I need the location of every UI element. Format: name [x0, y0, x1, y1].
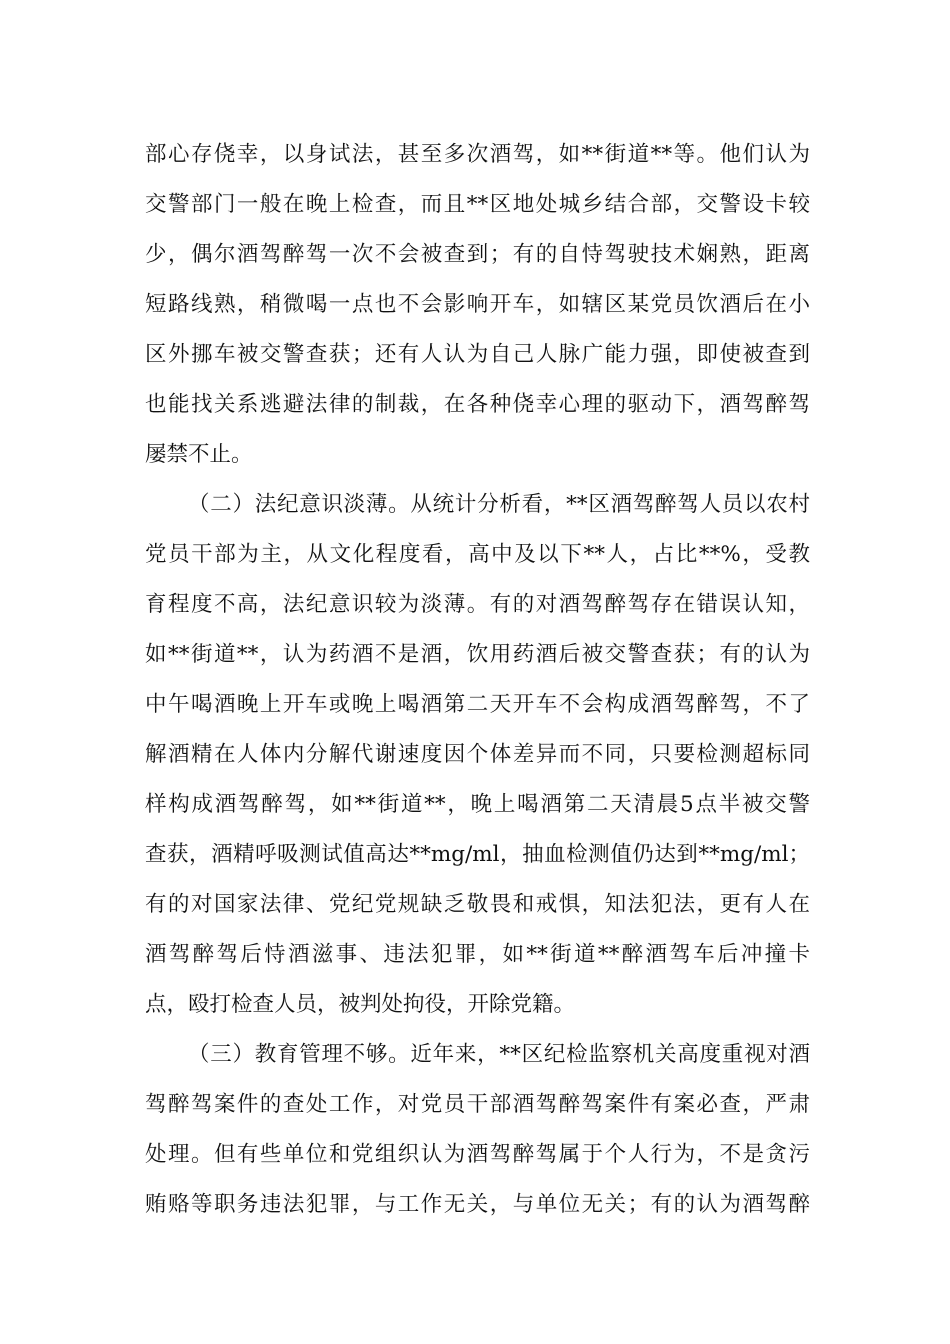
text-line: 短路线熟，稍微喝一点也不会影响开车，如辖区某党员饮酒后在小 — [145, 292, 810, 317]
section-heading-line: （二）法纪意识淡薄。从统计分析看，**区酒驾醉驾人员以农村 — [188, 492, 810, 517]
text-line: 中午喝酒晚上开车或晚上喝酒第二天开车不会构成酒驾醉驾，不了 — [145, 692, 810, 717]
text-line: 点，殴打检查人员，被判处拘役，开除党籍。 — [145, 992, 576, 1017]
text-line: 少，偶尔酒驾醉驾一次不会被查到；有的自恃驾驶技术娴熟，距离 — [145, 242, 810, 267]
text-line: 如**街道**，认为药酒不是酒，饮用药酒后被交警查获；有的认为 — [145, 642, 810, 667]
document-body — [145, 130, 810, 1230]
text-line: 酒驾醉驾后恃酒滋事、违法犯罪，如**街道**醉酒驾车后冲撞卡 — [145, 942, 810, 967]
text-line: 屡禁不止。 — [145, 442, 253, 467]
text-line: 也能找关系逃避法律的制裁，在各种侥幸心理的驱动下，酒驾醉驾 — [145, 392, 810, 417]
text-line: 贿赂等职务违法犯罪，与工作无关，与单位无关；有的认为酒驾醉 — [145, 1192, 810, 1217]
text-line: 党员干部为主，从文化程度看，高中及以下**人，占比**%，受教 — [145, 542, 810, 567]
section-heading-line: （三）教育管理不够。近年来，**区纪检监察机关高度重视对酒 — [188, 1042, 810, 1067]
text-line: 解酒精在人体内分解代谢速度因个体差异而不同，只要检测超标同 — [145, 742, 810, 767]
text-line: 部心存侥幸，以身试法，甚至多次酒驾，如**街道**等。他们认为 — [145, 142, 810, 167]
text-line: 查获，酒精呼吸测试值高达**mg/ml，抽血检测值仍达到**mg/ml； — [145, 842, 810, 867]
text-line: 区外挪车被交警查获；还有人认为自己人脉广能力强，即使被查到 — [145, 342, 810, 367]
text-line: 驾醉驾案件的查处工作，对党员干部酒驾醉驾案件有案必查，严肃 — [145, 1092, 810, 1117]
text-line: 交警部门一般在晚上检查，而且**区地处城乡结合部，交警设卡较 — [145, 192, 810, 217]
text-line: 有的对国家法律、党纪党规缺乏敬畏和戒惧，知法犯法，更有人在 — [145, 892, 810, 917]
text-line: 育程度不高，法纪意识较为淡薄。有的对酒驾醉驾存在错误认知， — [145, 592, 810, 617]
text-line: 样构成酒驾醉驾，如**街道**，晚上喝酒第二天清晨5点半被交警 — [145, 792, 810, 817]
text-line: 处理。但有些单位和党组织认为酒驾醉驾属于个人行为，不是贪污 — [145, 1142, 810, 1167]
